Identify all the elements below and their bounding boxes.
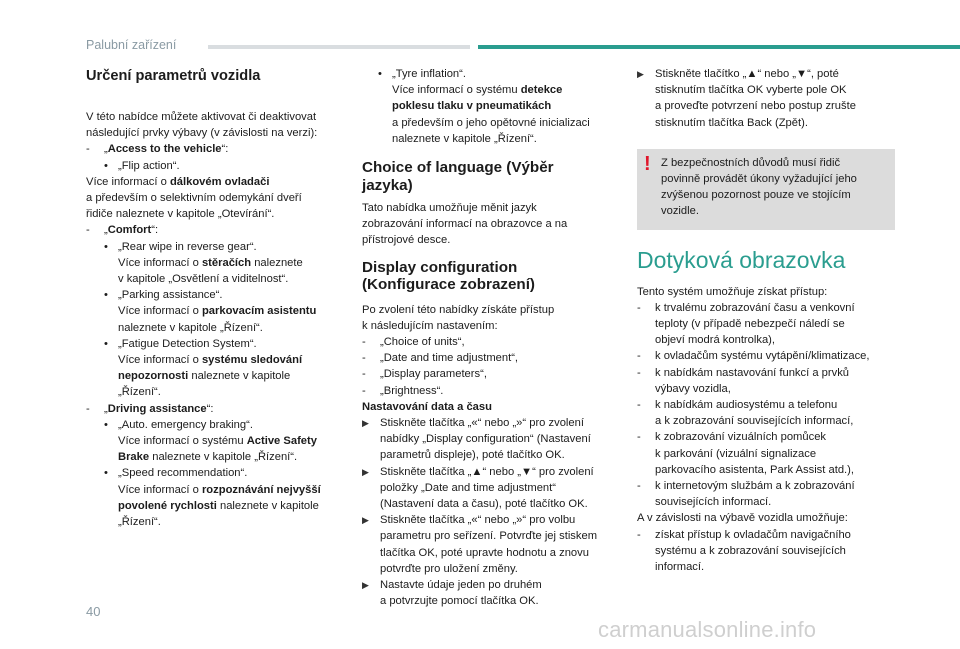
warning-line: zvýšenou pozornost pouze ve stojícím — [661, 189, 851, 202]
list-line: výbavy vozidla, — [655, 382, 731, 395]
list-item: • „Auto. emergency braking“. — [104, 418, 253, 431]
list-item: - k ovladačům systému vytápění/klimatizace, — [637, 350, 870, 363]
list-line: systému a k zobrazování souvisejících — [655, 544, 846, 557]
info-line: naleznete v kapitole „Řízení“. — [392, 132, 537, 145]
column-1 — [86, 66, 358, 530]
info-line: Více informací o systému detekce — [392, 84, 563, 97]
step-item: ▶ Stiskněte tlačítka „«“ nebo „»“ pro volbu — [362, 514, 576, 527]
info-line: „Řízení“. — [118, 516, 161, 529]
list-line: informací. — [655, 561, 705, 574]
list-item: • „Rear wipe in reverse gear“. — [104, 240, 257, 253]
list-item: - k trvalému zobrazování času a venkovní — [637, 301, 855, 314]
step-line: nabídky „Display configuration“ (Nastavení — [380, 433, 591, 446]
page-number: 40 — [86, 604, 101, 619]
list-item: • „Speed recommendation“. — [104, 467, 248, 480]
info-line: a především o selektivním odemykání dveří — [86, 192, 302, 205]
info-line: Brake naleznete v kapitole „Řízení“. — [118, 451, 298, 464]
step-line: (Nastavení data a času), poté tlačítko OK. — [380, 498, 588, 511]
warning-line: Z bezpečnostních důvodů musí řidič — [661, 156, 841, 169]
list-line: parkovacího asistenta, Park Assist atd.), — [655, 463, 854, 476]
list-item: • „Flip action“. — [104, 159, 180, 172]
step-line: tlačítka OK, poté upravte hodnotu a znovu — [380, 546, 589, 559]
info-line: Více informací o rozpoznávání nejvyšší — [118, 483, 321, 496]
section-title-touchscreen: Dotyková obrazovka — [637, 246, 846, 273]
warning-icon: ! — [644, 152, 651, 175]
step-line: stisknutím tlačítka OK vyberte pole OK — [655, 84, 847, 97]
step-line: stisknutím tlačítka Back (Zpět). — [655, 116, 808, 129]
info-line: povolené rychlosti naleznete v kapitole — [118, 499, 319, 512]
text-line: A v závislosti na výbavě vozidla umožňuje: — [637, 512, 848, 525]
list-line: souvisejících informací. — [655, 496, 772, 509]
header-rule-grey — [208, 45, 470, 49]
list-item: • „Parking assistance“. — [104, 289, 223, 302]
list-item: - „Choice of units“, — [362, 336, 465, 349]
intro-line: následující prvky výbavy (v závislosti na verzi): — [86, 127, 318, 140]
list-item: - „Driving assistance“: — [86, 402, 214, 415]
text-line: Tato nabídka umožňuje měnit jazyk — [362, 202, 537, 215]
list-line: k parkování (vizuální signalizace — [655, 447, 817, 460]
info-line: Více informací o systému sledování — [118, 354, 303, 367]
text-line: Tento systém umožňuje získat přístup: — [637, 285, 828, 298]
info-line: a především o jeho opětovné inicializaci — [392, 116, 590, 129]
step-line: parametrů displeje), poté tlačítko OK. — [380, 449, 565, 462]
list-item: - „Brightness“. — [362, 384, 444, 397]
list-item: - k zobrazování vizuálních pomůcek — [637, 431, 827, 444]
subsection-title: Nastavování data a času — [362, 400, 492, 413]
list-item: - k internetovým službám a k zobrazování — [637, 480, 855, 493]
info-line: Více informací o stěračích naleznete — [118, 256, 303, 269]
list-line: teploty (v případě nebezpečí náledí se — [655, 318, 845, 331]
step-item: ▶ Stiskněte tlačítko „▲“ nebo „▼“, poté — [637, 68, 839, 80]
list-item: - „Display parameters“, — [362, 368, 487, 381]
text-line: zobrazování informací na obrazovce a na — [362, 218, 568, 231]
info-line: řidiče naleznete v kapitole „Otevírání“. — [86, 208, 275, 221]
text-line: Po zvolení této nabídky získáte přístup — [362, 303, 555, 316]
list-line: a k zobrazování souvisejících informací, — [655, 415, 854, 428]
column-3 — [637, 66, 895, 575]
list-item: - získat přístup k ovladačům navigačního — [637, 528, 851, 541]
list-item: - „Comfort“: — [86, 224, 159, 237]
list-item: • „Tyre inflation“. — [378, 68, 466, 80]
info-line: „Řízení“. — [118, 386, 161, 399]
list-item: - „Access to the vehicle“: — [86, 143, 229, 156]
warning-line: vozidle. — [661, 205, 699, 218]
step-item: ▶ Stiskněte tlačítka „«“ nebo „»“ pro zvolení — [362, 417, 584, 430]
list-item: • „Fatigue Detection System“. — [104, 337, 257, 350]
step-item: ▶ Nastavte údaje jeden po druhém — [362, 579, 542, 592]
text-line: k následujícím nastavením: — [362, 319, 498, 332]
list-line: objeví modrá kontrolka), — [655, 334, 776, 347]
info-line: v kapitole „Osvětlení a viditelnost“. — [118, 273, 289, 286]
intro-line: V této nabídce můžete aktivovat či deaktivovat — [86, 111, 317, 123]
list-item: - k nabídkám nastavování funkcí a prvků — [637, 366, 850, 379]
step-line: položky „Date and time adjustment“ — [380, 481, 556, 494]
step-line: a proveďte potvrzení nebo postup zrušte — [655, 100, 856, 113]
step-line: potvrďte pro uložení změny. — [380, 562, 518, 575]
step-line: parametru pro seřízení. Potvrďte jej stiskem — [380, 530, 598, 543]
header-rule-accent — [478, 45, 960, 49]
step-line: a potvrzujte pomocí tlačítka OK. — [380, 595, 539, 608]
section-label: Palubní zařízení — [86, 38, 177, 52]
section-title-language: Choice of language (Výběr jazyka) — [362, 159, 554, 194]
info-line: Více informací o parkovacím asistentu — [118, 305, 317, 318]
step-item: ▶ Stiskněte tlačítka „▲“ nebo „▼“ pro zvolení — [362, 465, 594, 478]
section-title-display-config: Display configuration (Konfigurace zobrazení) — [362, 258, 535, 294]
info-line: Více informací o dálkovém ovladači — [86, 175, 270, 188]
info-line: Více informací o systému Active Safety — [118, 435, 317, 448]
list-item: - „Date and time adjustment“, — [362, 352, 519, 365]
info-line: nepozornosti naleznete v kapitole — [118, 370, 291, 383]
watermark: carmanualsonline.info — [598, 617, 817, 642]
section-title-vehicle-params: Určení parametrů vozidla — [86, 68, 261, 84]
column-2 — [362, 66, 624, 609]
info-line: poklesu tlaku v pneumatikách — [392, 100, 552, 113]
list-item: - k nabídkám audiosystému a telefonu — [637, 399, 838, 412]
warning-line: povinně provádět úkony vyžadující jeho — [661, 173, 857, 186]
info-line: naleznete v kapitole „Řízení“. — [118, 321, 263, 334]
safety-warning-box — [637, 149, 895, 230]
text-line: přístrojové desce. — [362, 234, 451, 247]
